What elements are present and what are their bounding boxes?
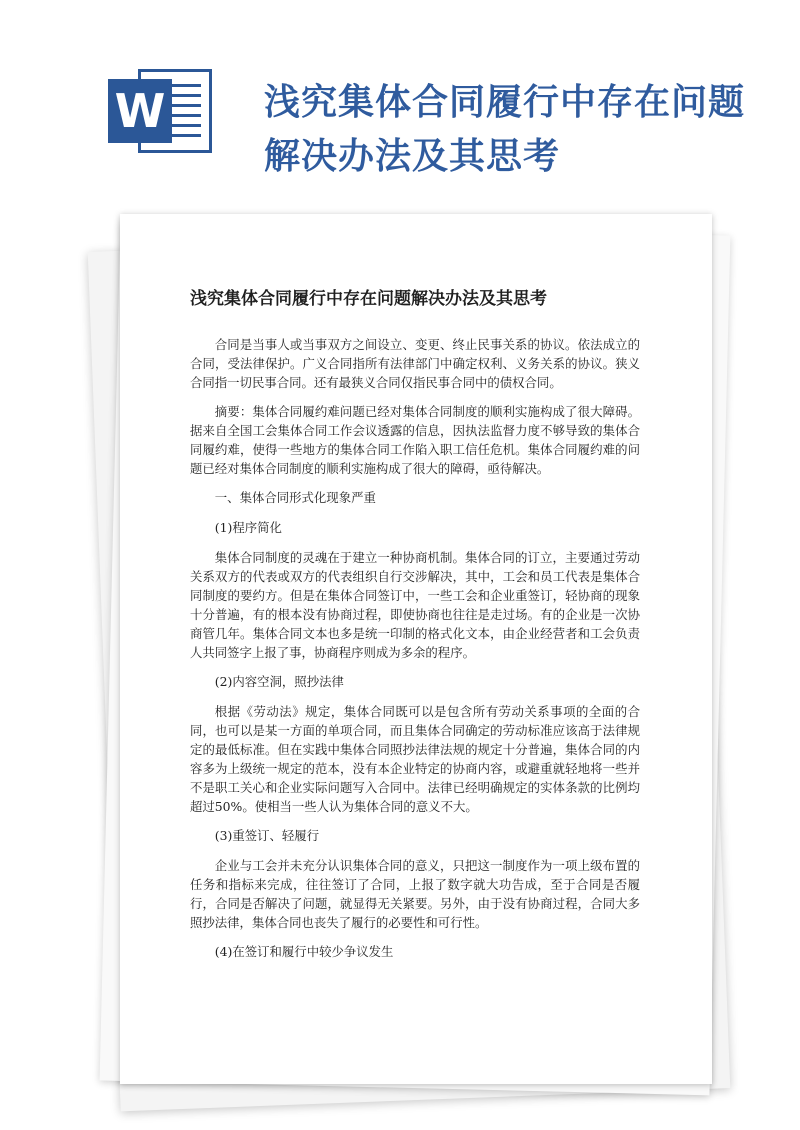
paragraph: 合同是当事人或当事双方之间设立、变更、终止民事关系的协议。依法成立的合同，受法律保护。广义合同指所有法律部门中确定权利、义务关系的协议。狭义合同指一切民事合同。还有最狭义合同仅指民事合同中的债权合同。: [190, 337, 640, 390]
section-heading: 一、集体合同形式化现象严重: [214, 490, 376, 505]
document-page: [120, 214, 712, 1084]
paragraph: 集体合同制度的灵魂在于建立一种协商机制。集体合同的订立，主要通过劳动关系双方的代表或双方的代表组织自行交涉解决，其中，工会和员工代表是集体合同制度的要约方。但是在集体合同签订中，一些工会和企业重签订，轻协商的现象十分普遍，有的根本没有协商过程，即使协商也往往是走过场。有的企业是一次协商管几年。集体合同文本也多是统一印制的格式化文本，由企业经营者和工会负责人共同签字上报了事，协商程序则成为多余的程序。: [190, 550, 640, 660]
paragraph: 企业与工会并未充分认识集体合同的意义，只把这一制度作为一项上级布置的任务和指标来完成，往往签订了合同，上报了数字就大功告成，至于合同是否履行，合同是否解决了问题，就显得无关紧要。另外，由于没有协商过程，合同大多照抄法律，集体合同也丧失了履行的必要性和可行性。: [190, 858, 640, 930]
subsection-heading: (3)重签订、轻履行: [214, 828, 320, 843]
banner-title-line-1: 浅究集体合同履行中存在问题: [264, 82, 746, 123]
abstract-paragraph: 摘要：集体合同履约难问题已经对集体合同制度的顺利实施构成了很大障碍。据来自全国工会集体合同工作会议透露的信息，因执法监督力度不够导致的集体合同履约难，使得一些地方的集体合同工作陷入职工信任危机。集体合同履约难的问题已经对集体合同制度的顺利实施构成了很大的障碍，亟待解决。: [190, 404, 640, 476]
banner-title-line-2: 解决办法及其思考: [264, 136, 561, 177]
document-body: [190, 335, 640, 961]
document-title: 浅究集体合同履行中存在问题解决办法及其思考: [190, 289, 547, 309]
subsection-heading: (1)程序简化: [214, 520, 282, 535]
paragraph: 根据《劳动法》规定，集体合同既可以是包含所有劳动关系事项的全面的合同，也可以是某一方面的单项合同，而且集体合同确定的劳动标准应该高于法律规定的最低标准。但在实践中集体合同照抄法律法规的规定十分普遍，集体合同的内容多为上级统一规定的范本，没有本企业特定的协商内容，或避重就轻地将一些并不是职工关心和企业实际问题写入合同中。法律已经明确规定的实体条款的比例均超过50%。使相当一些人认为集体合同的意义不大。: [190, 704, 640, 814]
word-document-icon: [108, 65, 216, 157]
subsection-heading: (2)内容空洞，照抄法律: [214, 674, 344, 689]
word-letter-badge: W: [108, 79, 172, 143]
subsection-heading: (4)在签订和履行中较少争议发生: [214, 944, 394, 959]
header-banner: [0, 0, 800, 200]
